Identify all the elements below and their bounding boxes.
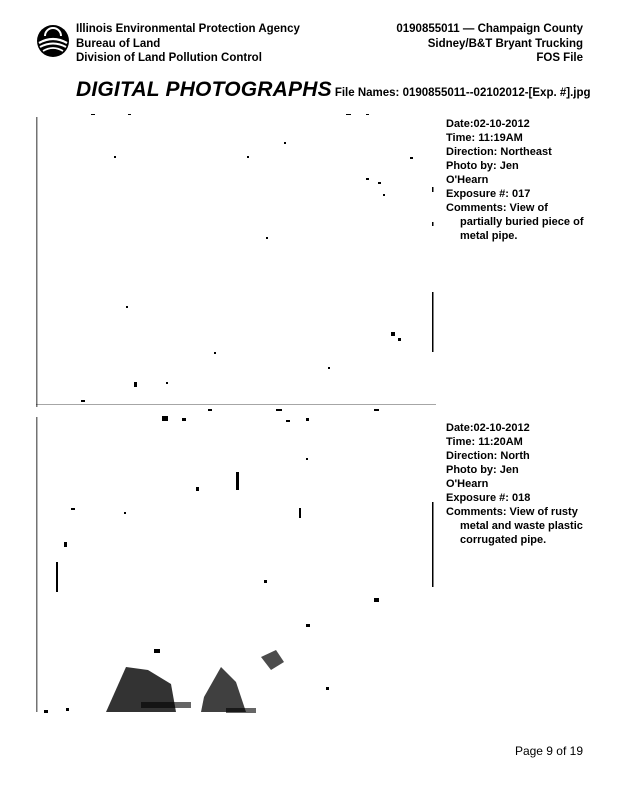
- agency-block: [76, 22, 300, 66]
- photo-1-photographer: O'Hearn: [446, 174, 489, 186]
- file-type: FOS File: [536, 52, 583, 64]
- photo-1-date: Date:02-10-2012: [446, 118, 530, 130]
- page-number: Page 9 of 19: [514, 744, 583, 758]
- photo-2-image: [36, 412, 436, 718]
- file-names: File Names: 0190855011--02102012-[Exp. #].jpg: [334, 87, 591, 99]
- photograph-2: [36, 412, 436, 718]
- photo-2-photographer: O'Hearn: [446, 478, 489, 490]
- photo-1-time: Time: 11:19AM: [446, 132, 523, 144]
- agency-logo: [36, 24, 70, 58]
- agency-logo-icon: [36, 24, 70, 58]
- photo-1-photo-by: Photo by: Jen: [446, 160, 519, 172]
- site-block: [396, 22, 583, 66]
- page-title: DIGITAL PHOTOGRAPHS: [76, 78, 332, 101]
- photo-2-direction: Direction: North: [446, 450, 530, 462]
- photo-2-exposure: Exposure #: 018: [446, 492, 531, 504]
- photograph-1: [36, 112, 436, 412]
- site-id-county: 0190855011 — Champaign County: [396, 23, 583, 35]
- title-row: [76, 78, 591, 102]
- bureau-name: Bureau of Land: [76, 37, 161, 50]
- photo-2-date: Date:02-10-2012: [446, 422, 530, 434]
- photo-2-caption: [446, 421, 586, 547]
- photo-1-exposure: Exposure #: 017: [446, 188, 531, 200]
- photo-1-comments: Comments: View of partially buried piece of metal pipe.: [446, 202, 584, 242]
- agency-name: Illinois Environmental Protection Agency: [76, 23, 300, 35]
- photo-1-image: [36, 112, 436, 412]
- division-name: Division of Land Pollution Control: [76, 52, 262, 64]
- photo-2-photo-by: Photo by: Jen: [446, 464, 519, 476]
- photo-2-comments: Comments: View of rusty metal and waste plastic corrugated pipe.: [446, 506, 583, 546]
- photo-2-time: Time: 11:20AM: [446, 436, 523, 448]
- photo-1-caption: [446, 117, 586, 243]
- photo-1-direction: Direction: Northeast: [446, 146, 552, 158]
- site-name: Sidney/B&T Bryant Trucking: [427, 37, 583, 50]
